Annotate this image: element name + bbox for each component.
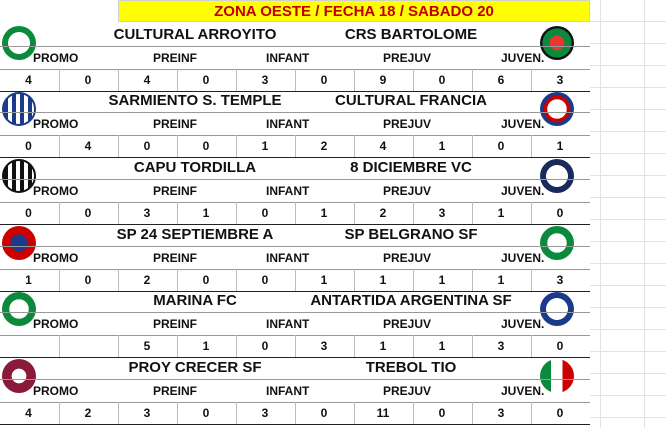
match-block <box>0 357 590 425</box>
score-cell: 2 <box>59 402 116 424</box>
score-cell: 1 <box>531 135 588 157</box>
category-label: JUVEN. <box>501 251 545 265</box>
score-cell: 4 <box>118 69 175 91</box>
category-label: PREINF <box>153 384 198 398</box>
score-cell: 0 <box>295 402 352 424</box>
score-cell: 0 <box>59 269 116 291</box>
score-cell: 0 <box>59 69 116 91</box>
category-label: JUVEN. <box>501 317 545 331</box>
score-cell: 5 <box>118 335 175 357</box>
score-cell: 1 <box>177 335 234 357</box>
match-block <box>0 157 590 225</box>
category-label: PREINF <box>153 117 198 131</box>
score-cell: 0 <box>25 206 32 220</box>
score-cell: 9 <box>354 69 411 91</box>
match-block <box>0 90 590 158</box>
score-cell: 2 <box>295 135 352 157</box>
score-cell: 2 <box>354 202 411 224</box>
home-team-name: CAPU TORDILLA <box>133 159 257 176</box>
home-team-name: SARMIENTO S. TEMPLE <box>108 92 282 109</box>
category-row <box>0 46 590 70</box>
home-team-name: SP 24 SEPTIEMBRE A <box>116 226 274 243</box>
category-label: PROMO <box>33 117 79 131</box>
away-team-name: SP BELGRANO SF <box>344 226 478 243</box>
score-cell: 3 <box>531 269 588 291</box>
score-cell: 4 <box>25 406 32 420</box>
category-row <box>0 112 590 136</box>
category-label: JUVEN. <box>501 51 545 65</box>
score-cell: 3 <box>295 335 352 357</box>
spreadsheet-grid <box>590 0 666 428</box>
category-label: INFANT <box>266 117 310 131</box>
away-team-name: 8 DICIEMBRE VC <box>350 159 472 176</box>
score-cell: 1 <box>354 269 411 291</box>
score-cell: 0 <box>472 135 529 157</box>
category-label: INFANT <box>266 51 310 65</box>
category-label: INFANT <box>266 317 310 331</box>
category-label: PREJUV <box>383 184 432 198</box>
category-row <box>0 379 590 403</box>
category-label: PREJUV <box>383 251 432 265</box>
score-cell: 0 <box>25 139 32 153</box>
score-row <box>0 135 590 158</box>
score-cell: 1 <box>177 202 234 224</box>
category-label: PREJUV <box>383 51 432 65</box>
score-row <box>0 335 590 358</box>
score-cell: 3 <box>236 69 293 91</box>
score-cell: 0 <box>531 402 588 424</box>
category-label: PROMO <box>33 317 79 331</box>
category-label: PROMO <box>33 384 79 398</box>
home-team-name: CULTURAL ARROYITO <box>113 26 277 43</box>
score-cell: 11 <box>354 402 411 424</box>
category-label: PROMO <box>33 251 79 265</box>
match-block <box>0 224 590 292</box>
score-cell: 1 <box>236 135 293 157</box>
category-label: PREINF <box>153 317 198 331</box>
category-label: JUVEN. <box>501 117 545 131</box>
match-block <box>0 290 590 358</box>
category-label: PREINF <box>153 51 198 65</box>
category-label: INFANT <box>266 184 310 198</box>
category-label: PREJUV <box>383 384 432 398</box>
away-team-name: TREBOL TIO <box>365 359 457 376</box>
score-cell: 3 <box>118 202 175 224</box>
score-cell <box>59 335 116 357</box>
score-row <box>0 69 590 92</box>
score-cell: 0 <box>236 335 293 357</box>
page-title: ZONA OESTE / FECHA 18 / SABADO 20 <box>118 0 590 22</box>
score-cell: 0 <box>413 69 470 91</box>
score-cell: 0 <box>236 202 293 224</box>
score-cell: 1 <box>295 269 352 291</box>
match-block <box>0 24 590 92</box>
score-row <box>0 202 590 225</box>
score-cell: 0 <box>59 202 116 224</box>
category-label: INFANT <box>266 251 310 265</box>
category-row <box>0 246 590 270</box>
score-cell: 0 <box>413 402 470 424</box>
score-cell: 0 <box>177 135 234 157</box>
score-cell: 0 <box>177 269 234 291</box>
score-row <box>0 269 590 292</box>
score-cell: 1 <box>413 335 470 357</box>
score-cell: 1 <box>472 269 529 291</box>
score-cell: 3 <box>472 335 529 357</box>
category-row <box>0 312 590 336</box>
category-label: PREINF <box>153 184 198 198</box>
score-cell: 0 <box>236 269 293 291</box>
score-cell: 3 <box>118 402 175 424</box>
score-cell: 2 <box>118 269 175 291</box>
category-label: PREJUV <box>383 117 432 131</box>
score-cell: 0 <box>531 202 588 224</box>
category-label: PREJUV <box>383 317 432 331</box>
away-team-name: CULTURAL FRANCIA <box>335 92 487 109</box>
score-cell: 0 <box>177 402 234 424</box>
score-cell: 3 <box>472 402 529 424</box>
score-cell <box>0 335 57 357</box>
category-label: PREINF <box>153 251 198 265</box>
score-cell: 4 <box>25 73 32 87</box>
category-label: PROMO <box>33 184 79 198</box>
score-cell: 4 <box>354 135 411 157</box>
score-cell: 0 <box>118 135 175 157</box>
score-cell: 1 <box>413 135 470 157</box>
score-cell: 0 <box>531 335 588 357</box>
score-cell: 3 <box>236 402 293 424</box>
score-cell: 1 <box>25 273 32 287</box>
home-team-name: PROY CRECER SF <box>128 359 262 376</box>
category-label: PROMO <box>33 51 79 65</box>
score-row <box>0 402 590 425</box>
away-team-name: ANTARTIDA ARGENTINA SF <box>310 292 512 309</box>
category-label: JUVEN. <box>501 384 545 398</box>
score-cell: 4 <box>59 135 116 157</box>
away-team-name: CRS BARTOLOME <box>344 26 478 43</box>
score-cell: 1 <box>295 202 352 224</box>
score-cell: 6 <box>472 69 529 91</box>
score-cell: 3 <box>531 69 588 91</box>
category-label: JUVEN. <box>501 184 545 198</box>
score-cell: 0 <box>295 69 352 91</box>
score-cell: 0 <box>177 69 234 91</box>
score-cell: 1 <box>472 202 529 224</box>
category-label: INFANT <box>266 384 310 398</box>
category-row <box>0 179 590 203</box>
score-cell: 1 <box>354 335 411 357</box>
score-cell: 3 <box>413 202 470 224</box>
score-cell: 1 <box>413 269 470 291</box>
home-team-name: MARINA FC <box>153 292 237 309</box>
